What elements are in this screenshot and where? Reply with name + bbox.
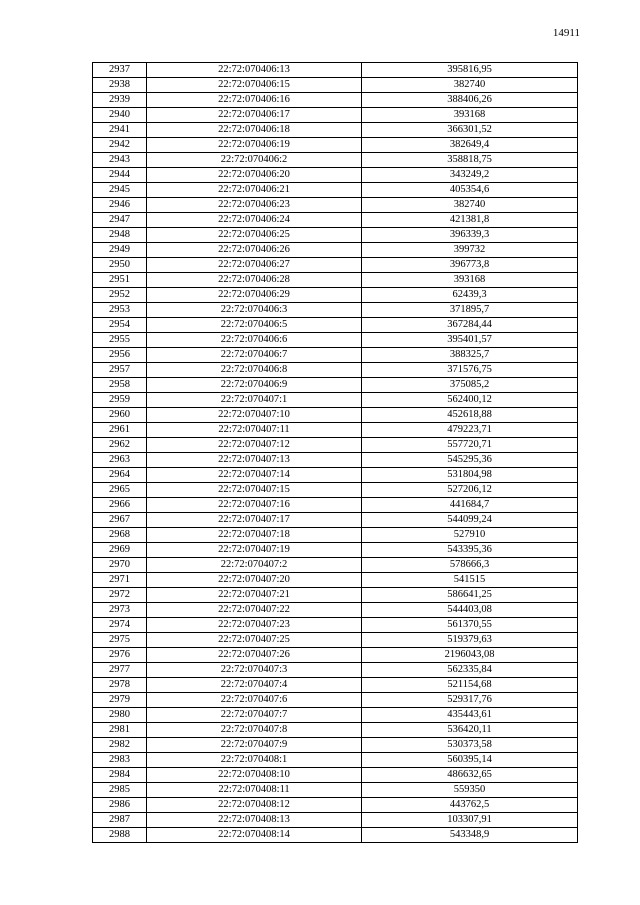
- row-number-cell: 2970: [93, 558, 147, 573]
- table-row: [93, 318, 578, 333]
- cadastral-number-cell: 22:72:070407:6: [147, 693, 362, 708]
- cadastral-number-cell: 22:72:070407:20: [147, 573, 362, 588]
- cadastral-value-cell: 399732: [362, 243, 578, 258]
- table-row: [93, 528, 578, 543]
- row-number-cell: 2979: [93, 693, 147, 708]
- row-number-cell: 2958: [93, 378, 147, 393]
- row-number-cell: 2945: [93, 183, 147, 198]
- table-row: [93, 78, 578, 93]
- row-number-cell: 2967: [93, 513, 147, 528]
- cadastral-number-cell: 22:72:070408:10: [147, 768, 362, 783]
- cadastral-number-cell: 22:72:070408:13: [147, 813, 362, 828]
- table-row: [93, 693, 578, 708]
- cadastral-number-cell: 22:72:070407:23: [147, 618, 362, 633]
- row-number-cell: 2950: [93, 258, 147, 273]
- table-row: [93, 213, 578, 228]
- row-number-cell: 2951: [93, 273, 147, 288]
- cadastral-number-cell: 22:72:070406:6: [147, 333, 362, 348]
- cadastral-number-cell: 22:72:070407:25: [147, 633, 362, 648]
- cadastral-value-cell: 586641,25: [362, 588, 578, 603]
- cadastral-number-cell: 22:72:070406:16: [147, 93, 362, 108]
- row-number-cell: 2965: [93, 483, 147, 498]
- table-row: [93, 198, 578, 213]
- row-number-cell: 2939: [93, 93, 147, 108]
- cadastral-value-cell: 62439,3: [362, 288, 578, 303]
- cadastral-number-cell: 22:72:070406:29: [147, 288, 362, 303]
- cadastral-number-cell: 22:72:070406:9: [147, 378, 362, 393]
- cadastral-value-cell: 388406,26: [362, 93, 578, 108]
- table-row: [93, 723, 578, 738]
- table-row: [93, 363, 578, 378]
- cadastral-value-cell: 395816,95: [362, 63, 578, 78]
- cadastral-value-cell: 395401,57: [362, 333, 578, 348]
- row-number-cell: 2959: [93, 393, 147, 408]
- cadastral-value-cell: 366301,52: [362, 123, 578, 138]
- row-number-cell: 2975: [93, 633, 147, 648]
- cadastral-value-cell: 530373,58: [362, 738, 578, 753]
- cadastral-value-cell: 443762,5: [362, 798, 578, 813]
- cadastral-number-cell: 22:72:070406:24: [147, 213, 362, 228]
- cadastral-number-cell: 22:72:070407:2: [147, 558, 362, 573]
- cadastral-value-cell: 441684,7: [362, 498, 578, 513]
- cadastral-value-cell: 421381,8: [362, 213, 578, 228]
- cadastral-number-cell: 22:72:070407:16: [147, 498, 362, 513]
- cadastral-value-cell: 562400,12: [362, 393, 578, 408]
- cadastral-value-cell: 375085,2: [362, 378, 578, 393]
- row-number-cell: 2972: [93, 588, 147, 603]
- row-number-cell: 2960: [93, 408, 147, 423]
- row-number-cell: 2969: [93, 543, 147, 558]
- cadastral-value-cell: 371895,7: [362, 303, 578, 318]
- cadastral-number-cell: 22:72:070407:22: [147, 603, 362, 618]
- table-row: [93, 633, 578, 648]
- cadastral-value-cell: 452618,88: [362, 408, 578, 423]
- table-row: [93, 63, 578, 78]
- cadastral-value-cell: 2196043,08: [362, 648, 578, 663]
- table-row: [93, 618, 578, 633]
- table-row: [93, 93, 578, 108]
- cadastral-value-cell: 531804,98: [362, 468, 578, 483]
- table-row: [93, 123, 578, 138]
- cadastral-value-cell: 562335,84: [362, 663, 578, 678]
- cadastral-value-cell: 435443,61: [362, 708, 578, 723]
- row-number-cell: 2973: [93, 603, 147, 618]
- cadastral-value-cell: 382740: [362, 198, 578, 213]
- cadastral-value-cell: 544403,08: [362, 603, 578, 618]
- cadastral-number-cell: 22:72:070406:3: [147, 303, 362, 318]
- table-row: [93, 708, 578, 723]
- table-row: [93, 498, 578, 513]
- cadastral-value-cell: 560395,14: [362, 753, 578, 768]
- cadastral-value-cell: 578666,3: [362, 558, 578, 573]
- cadastral-number-cell: 22:72:070406:17: [147, 108, 362, 123]
- table-row: [93, 378, 578, 393]
- row-number-cell: 2937: [93, 63, 147, 78]
- table-row: [93, 108, 578, 123]
- cadastral-number-cell: 22:72:070407:19: [147, 543, 362, 558]
- cadastral-number-cell: 22:72:070407:18: [147, 528, 362, 543]
- cadastral-value-cell: 371576,75: [362, 363, 578, 378]
- table-row: [93, 183, 578, 198]
- table-row: [93, 663, 578, 678]
- cadastral-value-cell: 358818,75: [362, 153, 578, 168]
- cadastral-value-cell: 388325,7: [362, 348, 578, 363]
- table-row: [93, 558, 578, 573]
- row-number-cell: 2987: [93, 813, 147, 828]
- table-row: [93, 798, 578, 813]
- table-row: [93, 603, 578, 618]
- cadastral-number-cell: 22:72:070407:1: [147, 393, 362, 408]
- table-row: [93, 228, 578, 243]
- cadastral-value-cell: 519379,63: [362, 633, 578, 648]
- table-row: [93, 153, 578, 168]
- cadastral-value-cell: 343249,2: [362, 168, 578, 183]
- cadastral-number-cell: 22:72:070407:21: [147, 588, 362, 603]
- row-number-cell: 2946: [93, 198, 147, 213]
- cadastral-value-cell: 543395,36: [362, 543, 578, 558]
- table-row: [93, 288, 578, 303]
- row-number-cell: 2980: [93, 708, 147, 723]
- cadastral-number-cell: 22:72:070407:17: [147, 513, 362, 528]
- row-number-cell: 2978: [93, 678, 147, 693]
- cadastral-number-cell: 22:72:070406:5: [147, 318, 362, 333]
- row-number-cell: 2982: [93, 738, 147, 753]
- cadastral-number-cell: 22:72:070406:19: [147, 138, 362, 153]
- cadastral-value-cell: 382649,4: [362, 138, 578, 153]
- cadastral-number-cell: 22:72:070406:18: [147, 123, 362, 138]
- cadastral-value-cell: 527910: [362, 528, 578, 543]
- table-row: [93, 393, 578, 408]
- table-body: [93, 63, 578, 843]
- cadastral-number-cell: 22:72:070406:15: [147, 78, 362, 93]
- cadastral-number-cell: 22:72:070407:26: [147, 648, 362, 663]
- row-number-cell: 2985: [93, 783, 147, 798]
- row-number-cell: 2947: [93, 213, 147, 228]
- cadastral-number-cell: 22:72:070407:14: [147, 468, 362, 483]
- cadastral-number-cell: 22:72:070407:7: [147, 708, 362, 723]
- cadastral-number-cell: 22:72:070408:11: [147, 783, 362, 798]
- table-row: [93, 333, 578, 348]
- table-row: [93, 513, 578, 528]
- cadastral-value-cell: 561370,55: [362, 618, 578, 633]
- cadastral-number-cell: 22:72:070406:27: [147, 258, 362, 273]
- cadastral-number-cell: 22:72:070406:8: [147, 363, 362, 378]
- cadastral-value-cell: 529317,76: [362, 693, 578, 708]
- table-row: [93, 573, 578, 588]
- cadastral-value-cell: 559350: [362, 783, 578, 798]
- table-row: [93, 423, 578, 438]
- cadastral-number-cell: 22:72:070408:12: [147, 798, 362, 813]
- row-number-cell: 2962: [93, 438, 147, 453]
- row-number-cell: 2977: [93, 663, 147, 678]
- cadastral-number-cell: 22:72:070406:25: [147, 228, 362, 243]
- cadastral-value-cell: 545295,36: [362, 453, 578, 468]
- table-row: [93, 543, 578, 558]
- row-number-cell: 2961: [93, 423, 147, 438]
- cadastral-number-cell: 22:72:070407:3: [147, 663, 362, 678]
- cadastral-value-cell: 405354,6: [362, 183, 578, 198]
- row-number-cell: 2983: [93, 753, 147, 768]
- cadastral-value-cell: 393168: [362, 108, 578, 123]
- cadastral-number-cell: 22:72:070406:2: [147, 153, 362, 168]
- cadastral-value-cell: 536420,11: [362, 723, 578, 738]
- row-number-cell: 2954: [93, 318, 147, 333]
- cadastral-value-cell: 521154,68: [362, 678, 578, 693]
- table-row: [93, 273, 578, 288]
- row-number-cell: 2953: [93, 303, 147, 318]
- cadastral-value-table: [92, 62, 578, 843]
- row-number-cell: 2974: [93, 618, 147, 633]
- cadastral-value-cell: 527206,12: [362, 483, 578, 498]
- table-row: [93, 828, 578, 843]
- cadastral-value-cell: 103307,91: [362, 813, 578, 828]
- cadastral-number-cell: 22:72:070407:13: [147, 453, 362, 468]
- page-number: 14911: [552, 27, 580, 39]
- cadastral-value-cell: 367284,44: [362, 318, 578, 333]
- cadastral-number-cell: 22:72:070406:21: [147, 183, 362, 198]
- table-row: [93, 768, 578, 783]
- cadastral-number-cell: 22:72:070406:28: [147, 273, 362, 288]
- row-number-cell: 2976: [93, 648, 147, 663]
- cadastral-number-cell: 22:72:070407:12: [147, 438, 362, 453]
- row-number-cell: 2964: [93, 468, 147, 483]
- table-row: [93, 648, 578, 663]
- table-row: [93, 753, 578, 768]
- row-number-cell: 2952: [93, 288, 147, 303]
- row-number-cell: 2955: [93, 333, 147, 348]
- row-number-cell: 2949: [93, 243, 147, 258]
- cadastral-number-cell: 22:72:070406:7: [147, 348, 362, 363]
- row-number-cell: 2941: [93, 123, 147, 138]
- table-row: [93, 408, 578, 423]
- cadastral-number-cell: 22:72:070407:9: [147, 738, 362, 753]
- row-number-cell: 2942: [93, 138, 147, 153]
- cadastral-number-cell: 22:72:070406:23: [147, 198, 362, 213]
- table-row: [93, 588, 578, 603]
- cadastral-value-cell: 382740: [362, 78, 578, 93]
- cadastral-number-cell: 22:72:070407:4: [147, 678, 362, 693]
- table-row: [93, 303, 578, 318]
- row-number-cell: 2940: [93, 108, 147, 123]
- cadastral-number-cell: 22:72:070407:8: [147, 723, 362, 738]
- row-number-cell: 2986: [93, 798, 147, 813]
- cadastral-value-cell: 486632,65: [362, 768, 578, 783]
- table-row: [93, 483, 578, 498]
- row-number-cell: 2988: [93, 828, 147, 843]
- row-number-cell: 2943: [93, 153, 147, 168]
- row-number-cell: 2981: [93, 723, 147, 738]
- table-row: [93, 783, 578, 798]
- cadastral-number-cell: 22:72:070406:13: [147, 63, 362, 78]
- cadastral-number-cell: 22:72:070407:10: [147, 408, 362, 423]
- cadastral-value-cell: 557720,71: [362, 438, 578, 453]
- table-row: [93, 678, 578, 693]
- cadastral-number-cell: 22:72:070407:11: [147, 423, 362, 438]
- cadastral-value-cell: 543348,9: [362, 828, 578, 843]
- row-number-cell: 2956: [93, 348, 147, 363]
- row-number-cell: 2948: [93, 228, 147, 243]
- table-row: [93, 258, 578, 273]
- table-row: [93, 168, 578, 183]
- cadastral-value-cell: 393168: [362, 273, 578, 288]
- cadastral-value-cell: 396773,8: [362, 258, 578, 273]
- row-number-cell: 2963: [93, 453, 147, 468]
- cadastral-number-cell: 22:72:070406:20: [147, 168, 362, 183]
- row-number-cell: 2957: [93, 363, 147, 378]
- row-number-cell: 2971: [93, 573, 147, 588]
- cadastral-number-cell: 22:72:070408:14: [147, 828, 362, 843]
- row-number-cell: 2966: [93, 498, 147, 513]
- cadastral-value-cell: 479223,71: [362, 423, 578, 438]
- table-row: [93, 813, 578, 828]
- table-row: [93, 738, 578, 753]
- table-row: [93, 453, 578, 468]
- table-row: [93, 438, 578, 453]
- row-number-cell: 2984: [93, 768, 147, 783]
- cadastral-value-cell: 544099,24: [362, 513, 578, 528]
- cadastral-value-cell: 396339,3: [362, 228, 578, 243]
- cadastral-number-cell: 22:72:070408:1: [147, 753, 362, 768]
- cadastral-value-cell: 541515: [362, 573, 578, 588]
- table-row: [93, 468, 578, 483]
- row-number-cell: 2968: [93, 528, 147, 543]
- table-row: [93, 348, 578, 363]
- cadastral-number-cell: 22:72:070407:15: [147, 483, 362, 498]
- row-number-cell: 2938: [93, 78, 147, 93]
- table-row: [93, 138, 578, 153]
- row-number-cell: 2944: [93, 168, 147, 183]
- cadastral-number-cell: 22:72:070406:26: [147, 243, 362, 258]
- table-row: [93, 243, 578, 258]
